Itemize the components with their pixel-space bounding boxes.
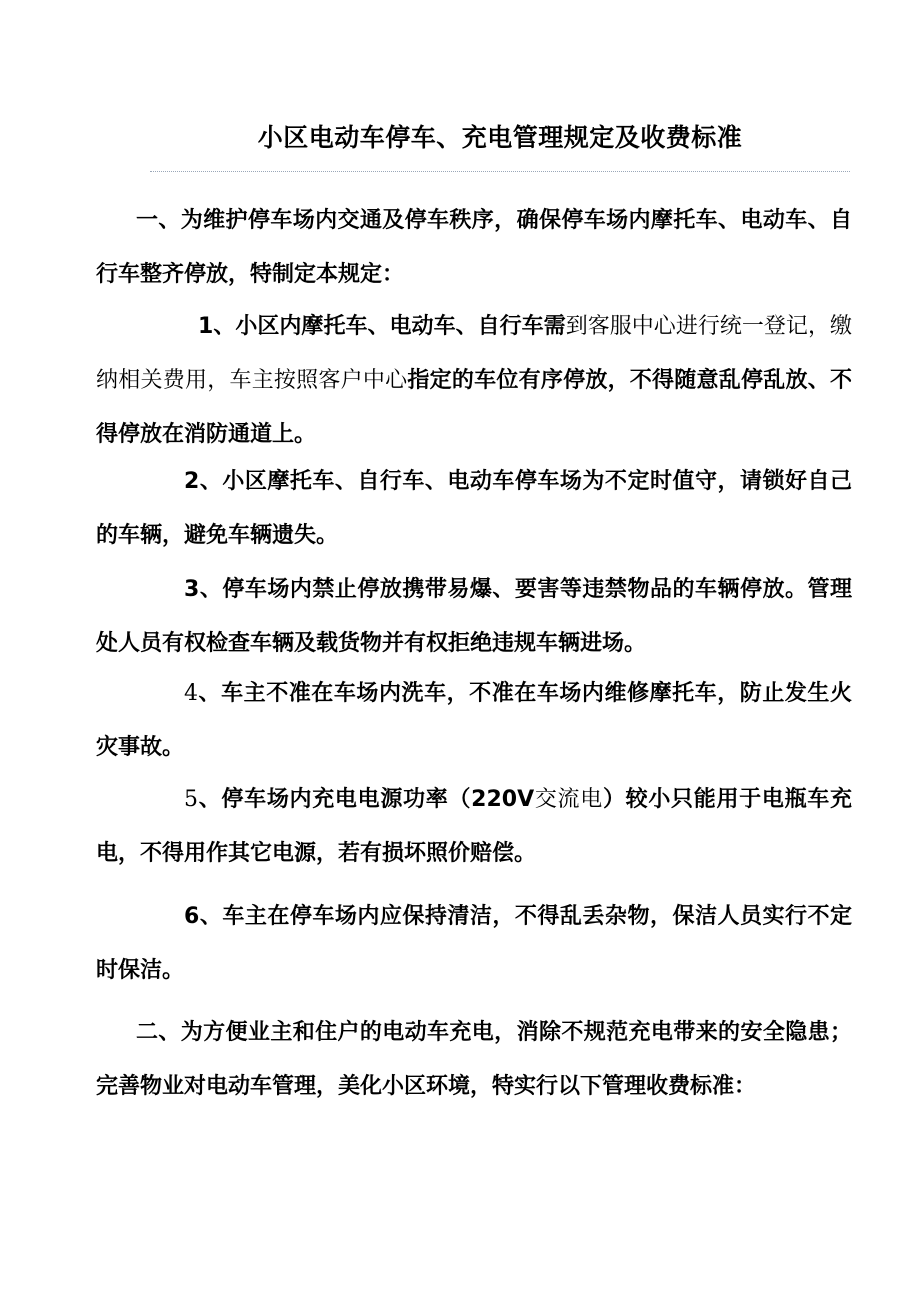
rule-item-3: 3、停车场内禁止停放携带易爆、要害等违禁物品的车辆停放。管理处人员有权检查车辆及载货物并有权拒绝违规车辆进场。 <box>96 577 852 656</box>
rule-item-4-text: 、车主不准在车场内洗车，不准在车场内维修摩托车，防止发生火灾事故。 <box>96 681 852 760</box>
rule-item-5-text-a: 、停车场内充电电源功率（220V <box>198 787 535 812</box>
rule-item-5-text-b: 交流电 <box>534 787 603 812</box>
page-title: 小区电动车停车、充电管理规定及收费标准 <box>257 123 743 152</box>
rule-item-1 <box>96 300 852 462</box>
section-1-heading: 一、为维护停车场内交通及停车秩序，确保停车场内摩托车、电动车、自行车整齐停放，特制定本规定： <box>96 208 852 287</box>
rule-item-4 <box>96 667 852 775</box>
section-2-heading: 二、为方便业主和住户的电动车充电，消除不规范充电带来的安全隐患；完善物业对电动车管理，美化小区环境，特实行以下管理收费标准： <box>96 1020 852 1099</box>
rule-item-2: 2、小区摩托车、自行车、电动车停车场为不定时值守，请锁好自己的车辆，避免车辆遗失。 <box>96 469 852 548</box>
rule-item-1-normal: 到客服中心进行统一登记，缴纳相关费用，车主按照客户中心 <box>96 314 852 393</box>
rule-item-5 <box>96 773 852 881</box>
rule-item-4-number: 4 <box>184 681 198 706</box>
rule-item-5-text-c: ）较小只能用于电瓶车充电，不得用作其它电源，若有损坏照价赔偿。 <box>96 787 852 866</box>
title-divider <box>150 171 850 172</box>
rule-item-1-bold-start: 1、小区内摩托车、电动车、自行车需 <box>198 314 566 339</box>
rule-item-1-bold-end: 指定的车位有序停放，不得随意乱停乱放、不得停放在消防通道上。 <box>96 368 852 447</box>
rule-item-6: 6、车主在停车场内应保持清洁，不得乱丢杂物，保洁人员实行不定时保洁。 <box>96 904 852 983</box>
rule-item-5-number: 5 <box>184 787 198 812</box>
